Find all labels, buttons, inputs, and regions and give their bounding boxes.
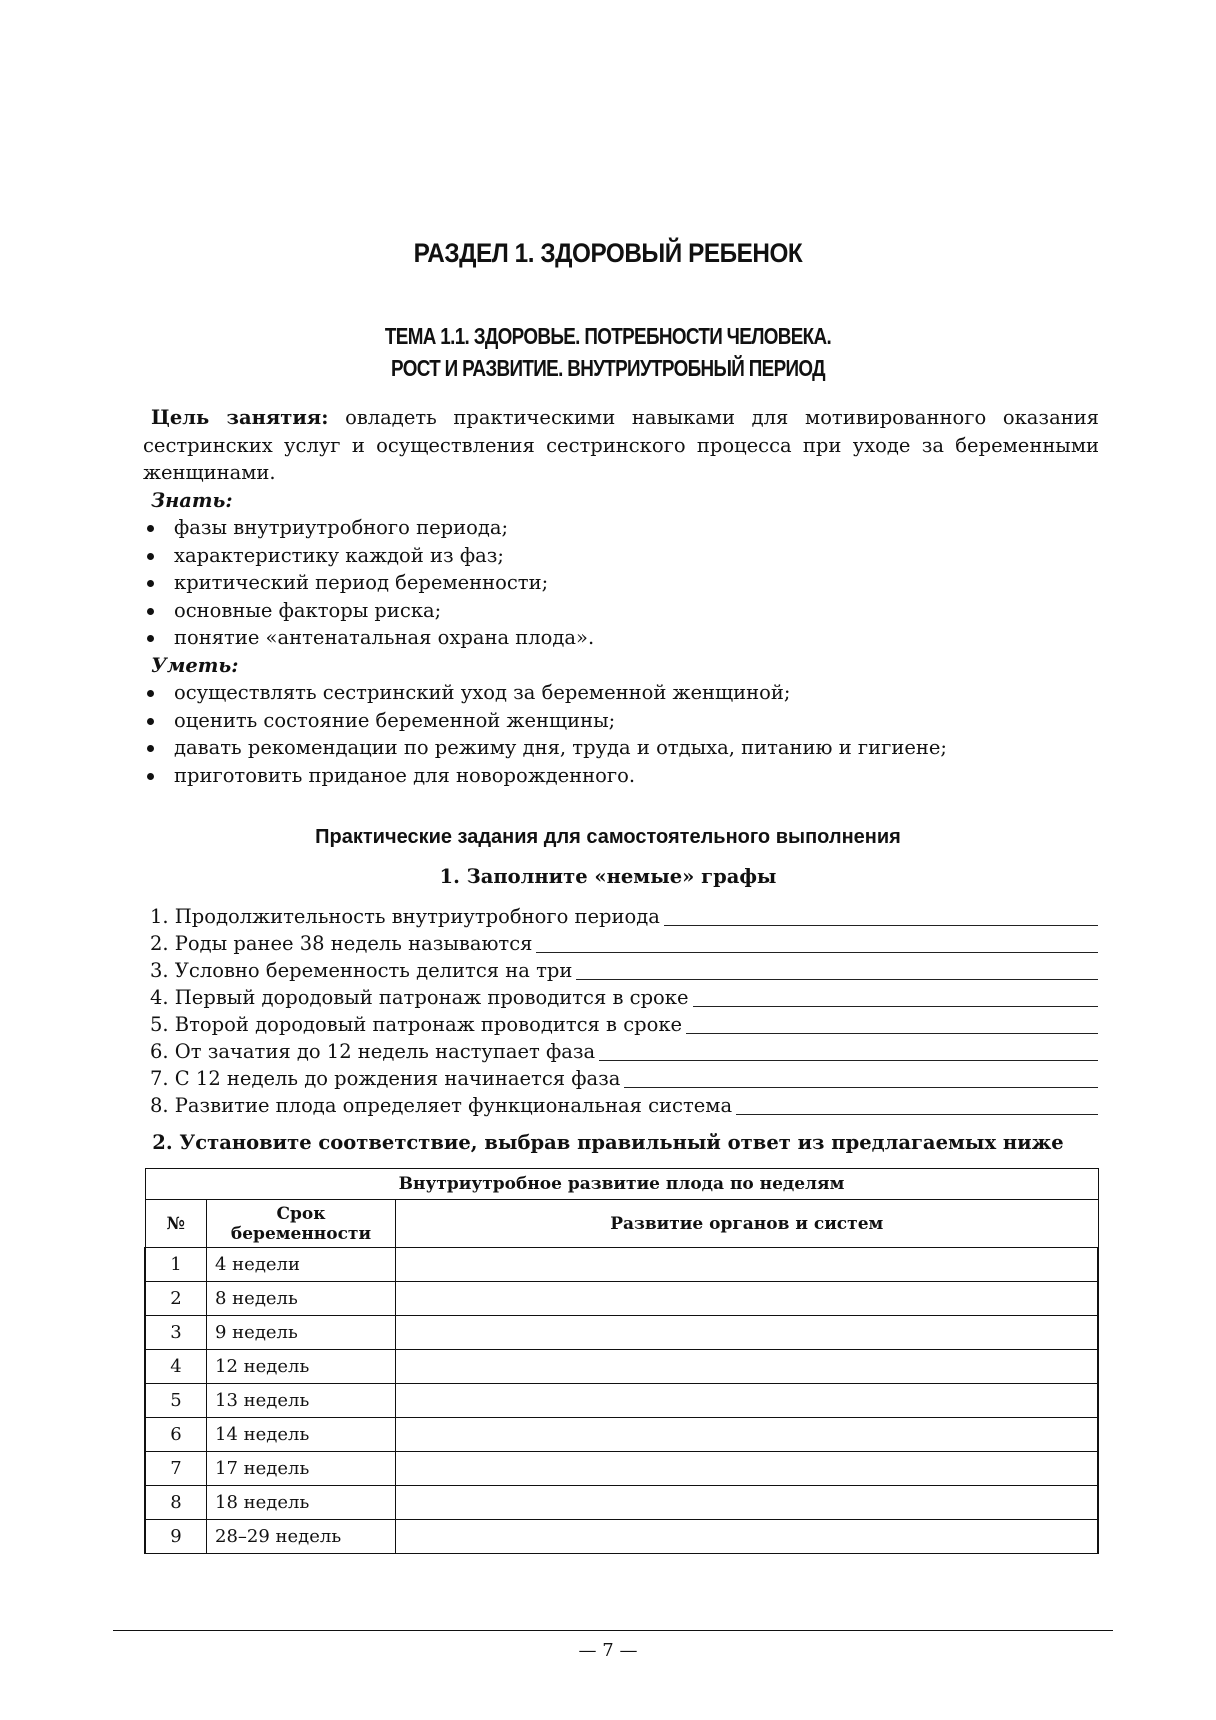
page-number: — 7 — — [578, 1640, 638, 1661]
fill-in-question: 5. Второй дородовый патронаж проводится в сроке — [150, 1013, 683, 1036]
practical-tasks-heading: Практические задания для самостоятельного выполнения — [315, 826, 901, 848]
fill-in-item — [150, 1065, 1098, 1092]
answer-blank[interactable] — [693, 986, 1098, 1007]
fill-in-question: 1. Продолжительность внутриутробного периода — [150, 905, 660, 928]
row-organs-answer[interactable] — [396, 1248, 1099, 1282]
answer-blank[interactable] — [576, 959, 1098, 980]
row-number: 9 — [145, 1520, 207, 1554]
row-number: 4 — [145, 1350, 207, 1384]
table-row — [145, 1316, 1098, 1350]
fill-in-question: 4. Первый дородовый патронаж проводится в сроке — [150, 986, 689, 1009]
lesson-objectives — [143, 404, 1099, 789]
lesson-goal — [143, 404, 1099, 487]
row-number: 5 — [145, 1384, 207, 1418]
row-term: 8 недель — [207, 1282, 396, 1316]
row-organs-answer[interactable] — [396, 1384, 1099, 1418]
row-term: 28–29 недель — [207, 1520, 396, 1554]
answer-blank[interactable] — [686, 1013, 1098, 1034]
table-row — [145, 1248, 1098, 1282]
know-list — [143, 514, 1099, 652]
know-item: основные факторы риска; — [143, 597, 1099, 625]
be-able-item: приготовить приданое для новорожденного. — [143, 762, 1099, 790]
row-organs-answer[interactable] — [396, 1282, 1099, 1316]
section-title: РАЗДЕЛ 1. ЗДОРОВЫЙ РЕБЕНОК — [413, 238, 803, 268]
row-organs-answer[interactable] — [396, 1316, 1099, 1350]
row-term: 4 недели — [207, 1248, 396, 1282]
fill-in-question: 7. С 12 недель до рождения начинается фаза — [150, 1067, 621, 1090]
answer-blank[interactable] — [736, 1094, 1098, 1115]
column-header-number: № — [145, 1200, 207, 1248]
fill-in-question: 6. От зачатия до 12 недель наступает фаза — [150, 1040, 596, 1063]
row-term: 14 недель — [207, 1418, 396, 1452]
row-term: 13 недель — [207, 1384, 396, 1418]
row-number: 3 — [145, 1316, 207, 1350]
task1-title: 1. Заполните «немые» графы — [439, 865, 777, 888]
be-able-heading: Уметь: — [151, 653, 239, 677]
table-row — [145, 1452, 1098, 1486]
know-item: понятие «антенатальная охрана плода». — [143, 624, 1099, 652]
be-able-list — [143, 679, 1099, 789]
know-item: фазы внутриутробного периода; — [143, 514, 1099, 542]
table-row — [145, 1282, 1098, 1316]
footer-divider — [113, 1630, 1113, 1631]
row-organs-answer[interactable] — [396, 1486, 1099, 1520]
fill-in-item — [150, 930, 1098, 957]
answer-blank[interactable] — [536, 932, 1098, 953]
answer-blank[interactable] — [664, 905, 1098, 926]
fill-in-item — [150, 1038, 1098, 1065]
fill-in-item — [150, 984, 1098, 1011]
fill-in-question: 3. Условно беременность делится на три — [150, 959, 573, 982]
row-number: 7 — [145, 1452, 207, 1486]
table-row — [145, 1384, 1098, 1418]
topic-title-line-2: РОСТ И РАЗВИТИЕ. ВНУТРИУТРОБНЫЙ ПЕРИОД — [391, 355, 825, 381]
answer-blank[interactable] — [599, 1040, 1098, 1061]
fill-in-question: 8. Развитие плода определяет функциональная система — [150, 1094, 733, 1117]
fill-in-item — [150, 1011, 1098, 1038]
column-header-term: Срок беременности — [207, 1200, 396, 1248]
fill-in-item — [150, 957, 1098, 984]
know-item: характеристику каждой из фаз; — [143, 542, 1099, 570]
table-row — [145, 1486, 1098, 1520]
row-number: 8 — [145, 1486, 207, 1520]
task2-title: 2. Установите соответствие, выбрав правильный ответ из предлагаемых ниже — [152, 1131, 1064, 1154]
know-item: критический период беременности; — [143, 569, 1099, 597]
row-organs-answer[interactable] — [396, 1418, 1099, 1452]
be-able-item: осуществлять сестринский уход за беременной женщиной; — [143, 679, 1099, 707]
row-number: 2 — [145, 1282, 207, 1316]
row-organs-answer[interactable] — [396, 1452, 1099, 1486]
fill-in-item — [150, 903, 1098, 930]
fill-in-question: 2. Роды ранее 38 недель называются — [150, 932, 533, 955]
be-able-item: давать рекомендации по режиму дня, труда и отдыха, питанию и гигиене; — [143, 734, 1099, 762]
table-row — [145, 1418, 1098, 1452]
row-number: 1 — [145, 1248, 207, 1282]
row-term: 12 недель — [207, 1350, 396, 1384]
goal-label: Цель занятия: — [151, 406, 329, 429]
row-organs-answer[interactable] — [396, 1350, 1099, 1384]
row-number: 6 — [145, 1418, 207, 1452]
column-header-organs: Развитие органов и систем — [396, 1200, 1099, 1248]
row-term: 18 недель — [207, 1486, 396, 1520]
topic-title — [109, 320, 1106, 384]
fetal-development-table — [144, 1168, 1099, 1554]
topic-title-line-1: ТЕМА 1.1. ЗДОРОВЬЕ. ПОТРЕБНОСТИ ЧЕЛОВЕКА. — [384, 323, 832, 349]
goal-text: овладеть практическими навыками для мотивированного оказания сестринских услуг и осуществления сестринского процесса при уходе за беременными женщинами. — [143, 406, 1099, 484]
fill-in-list — [150, 903, 1098, 1119]
row-term: 9 недель — [207, 1316, 396, 1350]
table-row — [145, 1520, 1098, 1554]
answer-blank[interactable] — [624, 1067, 1098, 1088]
table-row — [145, 1350, 1098, 1384]
fill-in-item — [150, 1092, 1098, 1119]
row-organs-answer[interactable] — [396, 1520, 1099, 1554]
know-heading: Знать: — [151, 488, 233, 512]
row-term: 17 недель — [207, 1452, 396, 1486]
be-able-item: оценить состояние беременной женщины; — [143, 707, 1099, 735]
table-caption: Внутриутробное развитие плода по неделям — [145, 1169, 1098, 1200]
